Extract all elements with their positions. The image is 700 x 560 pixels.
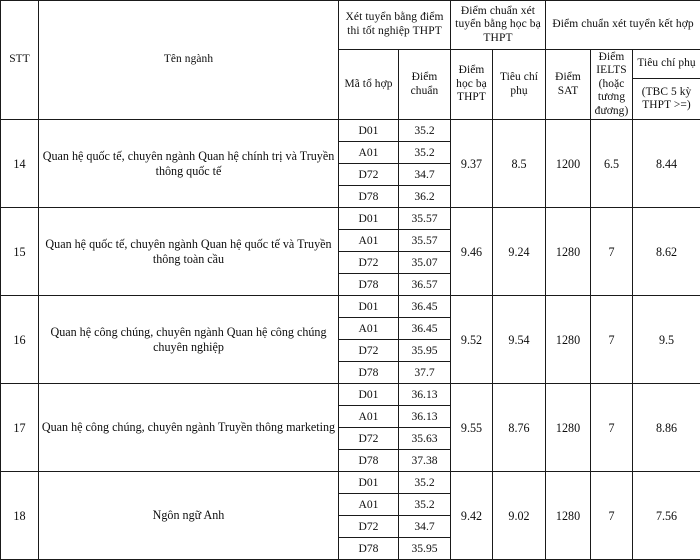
combined-subcriteria-cell: 8.62	[633, 208, 700, 296]
transcript-subcriteria-cell: 8.5	[493, 120, 546, 208]
transcript-score-cell: 9.42	[451, 472, 493, 560]
header-combined-subcriteria-note: (TBC 5 kỳ THPT >=)	[633, 79, 700, 120]
combined-subcriteria-cell: 8.86	[633, 384, 700, 472]
row-index-cell: 15	[1, 208, 39, 296]
subject-combo-code-cell: D01	[339, 208, 399, 230]
combined-subcriteria-cell: 9.5	[633, 296, 700, 384]
benchmark-score-cell: 36.13	[399, 384, 451, 406]
benchmark-score-cell: 37.38	[399, 450, 451, 472]
subject-combo-code-cell: A01	[339, 230, 399, 252]
combined-subcriteria-cell: 8.44	[633, 120, 700, 208]
subject-combo-code-cell: A01	[339, 318, 399, 340]
major-name-cell: Ngôn ngữ Anh	[39, 472, 339, 560]
row-index-cell: 14	[1, 120, 39, 208]
table-header	[1, 1, 700, 120]
subject-combo-code-cell: D72	[339, 516, 399, 538]
sat-score-cell: 1280	[546, 472, 591, 560]
benchmark-score-cell: 36.57	[399, 274, 451, 296]
ielts-score-cell: 6.5	[591, 120, 633, 208]
benchmark-score-cell: 35.2	[399, 472, 451, 494]
sat-score-cell: 1200	[546, 120, 591, 208]
benchmark-score-cell: 35.2	[399, 142, 451, 164]
subject-combo-code-cell: D72	[339, 340, 399, 362]
subject-combo-code-cell: D01	[339, 120, 399, 142]
table-row	[1, 208, 700, 230]
benchmark-score-cell: 35.57	[399, 208, 451, 230]
benchmark-score-cell: 34.7	[399, 164, 451, 186]
transcript-score-cell: 9.46	[451, 208, 493, 296]
benchmark-score-cell: 36.45	[399, 296, 451, 318]
major-name-cell: Quan hệ quốc tế, chuyên ngành Quan hệ chính trị và Truyền thông quốc tế	[39, 120, 339, 208]
header-row-top	[1, 1, 700, 50]
table-body	[1, 120, 700, 560]
subject-combo-code-cell: D72	[339, 428, 399, 450]
subject-combo-code-cell: D78	[339, 274, 399, 296]
benchmark-score-cell: 35.63	[399, 428, 451, 450]
sat-score-cell: 1280	[546, 296, 591, 384]
transcript-score-cell: 9.52	[451, 296, 493, 384]
header-transcript-score: Điểm học bạ THPT	[451, 50, 493, 120]
transcript-score-cell: 9.37	[451, 120, 493, 208]
benchmark-score-cell: 35.07	[399, 252, 451, 274]
table-row	[1, 384, 700, 406]
table-row	[1, 472, 700, 494]
header-group-transcript: Điểm chuẩn xét tuyển bằng học bạ THPT	[451, 1, 546, 50]
subject-combo-code-cell: A01	[339, 142, 399, 164]
ielts-score-cell: 7	[591, 472, 633, 560]
ielts-score-cell: 7	[591, 296, 633, 384]
subject-combo-code-cell: D01	[339, 472, 399, 494]
benchmark-score-cell: 35.95	[399, 340, 451, 362]
ielts-score-cell: 7	[591, 384, 633, 472]
header-benchmark-score: Điểm chuẩn	[399, 50, 451, 120]
subject-combo-code-cell: D01	[339, 384, 399, 406]
header-stt: STT	[1, 1, 39, 120]
subject-combo-code-cell: D78	[339, 450, 399, 472]
table-row	[1, 296, 700, 318]
header-subject-combo-code: Mã tổ hợp	[339, 50, 399, 120]
sat-score-cell: 1280	[546, 208, 591, 296]
row-index-cell: 18	[1, 472, 39, 560]
subject-combo-code-cell: D78	[339, 362, 399, 384]
header-major: Tên ngành	[39, 1, 339, 120]
benchmark-score-cell: 37.7	[399, 362, 451, 384]
benchmark-score-cell: 36.13	[399, 406, 451, 428]
combined-subcriteria-cell: 7.56	[633, 472, 700, 560]
header-transcript-subcriteria: Tiêu chí phụ	[493, 50, 546, 120]
header-group-combined: Điểm chuẩn xét tuyển kết hợp	[546, 1, 700, 50]
subject-combo-code-cell: D72	[339, 164, 399, 186]
benchmark-score-cell: 35.2	[399, 494, 451, 516]
row-index-cell: 16	[1, 296, 39, 384]
subject-combo-code-cell: D01	[339, 296, 399, 318]
header-ielts-score: Điểm IELTS (hoặc tương đương)	[591, 50, 633, 120]
header-combined-subcriteria: Tiêu chí phụ	[633, 50, 700, 79]
sat-score-cell: 1280	[546, 384, 591, 472]
benchmark-score-cell: 35.2	[399, 120, 451, 142]
major-name-cell: Quan hệ công chúng, chuyên ngành Truyền thông marketing	[39, 384, 339, 472]
header-group-thpt-exam: Xét tuyển bằng điểm thi tốt nghiệp THPT	[339, 1, 451, 50]
subject-combo-code-cell: D78	[339, 538, 399, 560]
table-row	[1, 120, 700, 142]
transcript-subcriteria-cell: 8.76	[493, 384, 546, 472]
benchmark-score-cell: 36.45	[399, 318, 451, 340]
subject-combo-code-cell: D78	[339, 186, 399, 208]
benchmark-score-cell: 36.2	[399, 186, 451, 208]
subject-combo-code-cell: D72	[339, 252, 399, 274]
major-name-cell: Quan hệ công chúng, chuyên ngành Quan hệ công chúng chuyên nghiệp	[39, 296, 339, 384]
subject-combo-code-cell: A01	[339, 494, 399, 516]
header-sat-score: Điểm SAT	[546, 50, 591, 120]
subject-combo-code-cell: A01	[339, 406, 399, 428]
transcript-subcriteria-cell: 9.54	[493, 296, 546, 384]
benchmark-score-cell: 35.57	[399, 230, 451, 252]
row-index-cell: 17	[1, 384, 39, 472]
benchmark-score-cell: 35.95	[399, 538, 451, 560]
major-name-cell: Quan hệ quốc tế, chuyên ngành Quan hệ quốc tế và Truyền thông toàn cầu	[39, 208, 339, 296]
transcript-subcriteria-cell: 9.02	[493, 472, 546, 560]
ielts-score-cell: 7	[591, 208, 633, 296]
transcript-score-cell: 9.55	[451, 384, 493, 472]
transcript-subcriteria-cell: 9.24	[493, 208, 546, 296]
benchmark-score-cell: 34.7	[399, 516, 451, 538]
